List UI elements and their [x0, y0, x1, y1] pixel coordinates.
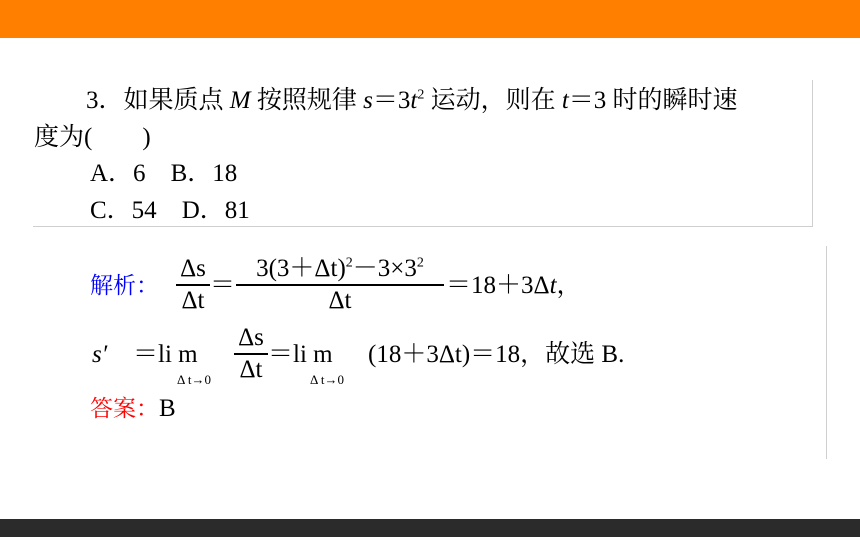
question-line-1: 3．如果质点 M 按照规律 $s=3t^2$ 运动，则在 t＝3 时的瞬时速 — [86, 87, 738, 114]
fraction-difference-quotient: $3(3+\Delta t)^2-3\times 3^2$ Δt — [236, 255, 444, 315]
answer-label: 答案： — [90, 396, 159, 422]
fraction-ds-dt-2: Δs Δt — [234, 324, 268, 384]
lim-2: ＝li m — [268, 341, 333, 368]
fraction-ds-dt-1: Δs Δt — [176, 255, 210, 315]
option-d: D．81 — [181, 197, 250, 224]
equals-1: ＝ — [210, 272, 236, 299]
answer-frame-right — [826, 246, 827, 459]
option-c: C．54 — [90, 197, 157, 224]
top-banner — [0, 0, 860, 38]
bottom-banner — [0, 519, 860, 537]
option-a: A．6 — [90, 160, 146, 187]
fraction-bar — [234, 353, 268, 355]
lim-subscript-1: Δ t→0 — [177, 372, 212, 387]
options-row-1 — [90, 159, 237, 189]
solution-label: 解析： — [90, 273, 159, 299]
result-line-1: ＝18＋3Δt， — [446, 272, 582, 299]
fraction-bar — [236, 284, 444, 286]
question-frame-right — [812, 80, 813, 226]
options-row-2 — [90, 196, 250, 226]
limit-expression: (18＋3Δt)＝18，故选 B. — [368, 341, 625, 368]
lim-subscript-2: Δ t→0 — [310, 372, 345, 387]
answer-value: B — [159, 395, 176, 422]
question-line-2: 度为( ) — [34, 124, 151, 151]
answer-row — [90, 394, 176, 424]
option-b: B．18 — [170, 160, 238, 187]
question-frame-bottom — [33, 226, 813, 227]
fraction-bar — [176, 284, 210, 286]
question-number: 3． — [86, 87, 124, 114]
s-prime: s′ — [92, 341, 108, 368]
lim-1: ＝li m — [133, 341, 198, 368]
